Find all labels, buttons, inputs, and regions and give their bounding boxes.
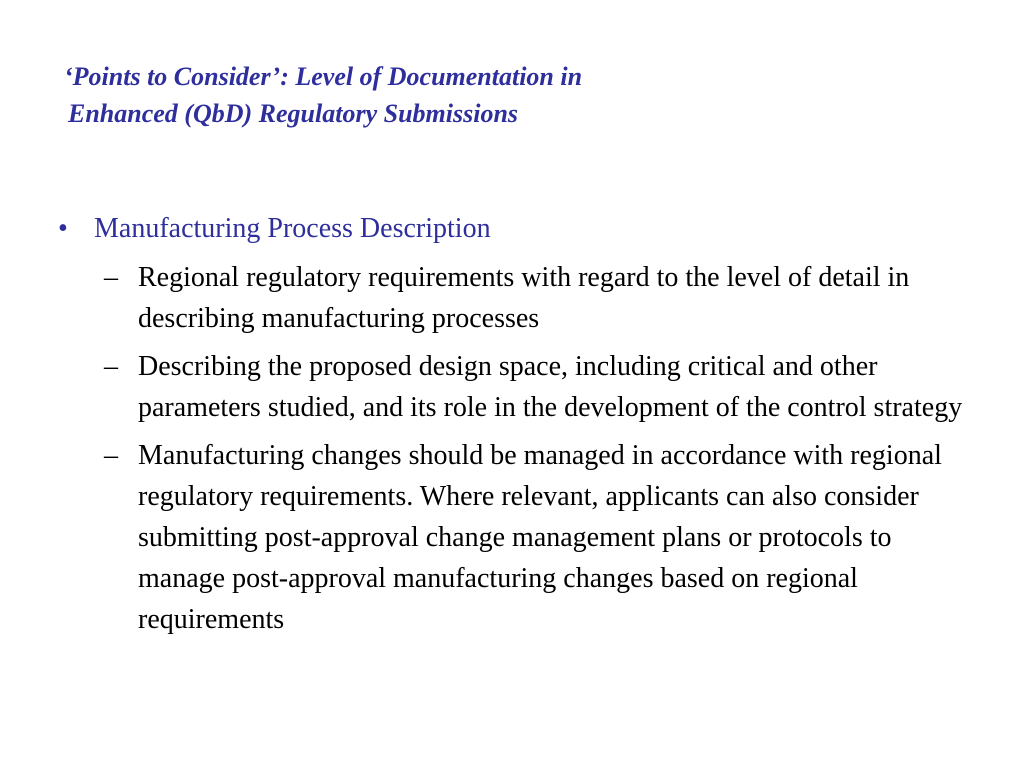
bullet-dot-icon: • <box>58 213 68 244</box>
slide-body <box>0 208 1024 647</box>
sub-bullet-item <box>0 435 1024 640</box>
dash-icon: – <box>104 440 118 471</box>
title-line-1: ‘Points to Consider’: Level of Documentation in <box>64 62 583 91</box>
bullet-text: Manufacturing Process Description <box>94 213 491 244</box>
dash-icon: – <box>104 262 118 293</box>
sub-bullet-item <box>0 346 1024 428</box>
slide-title <box>64 58 964 132</box>
dash-icon: – <box>104 351 118 382</box>
title-line-2: Enhanced (QbD) Regulatory Submissions <box>68 99 519 128</box>
sub-bullet-text: Manufacturing changes should be managed in accordance with regional regulatory requirements. Where relevant, applicants can also consider submitting post-approval change management plans or protocols to manage post-approval manufacturing changes based on regional requirements <box>138 440 942 635</box>
sub-bullet-list <box>0 257 1024 640</box>
sub-bullet-text: Regional regulatory requirements with regard to the level of detail in describing manufacturing processes <box>138 262 910 334</box>
sub-bullet-item <box>0 257 1024 339</box>
bullet-item <box>0 208 1024 249</box>
sub-bullet-text: Describing the proposed design space, including critical and other parameters studied, and its role in the development of the control strategy <box>138 351 963 423</box>
